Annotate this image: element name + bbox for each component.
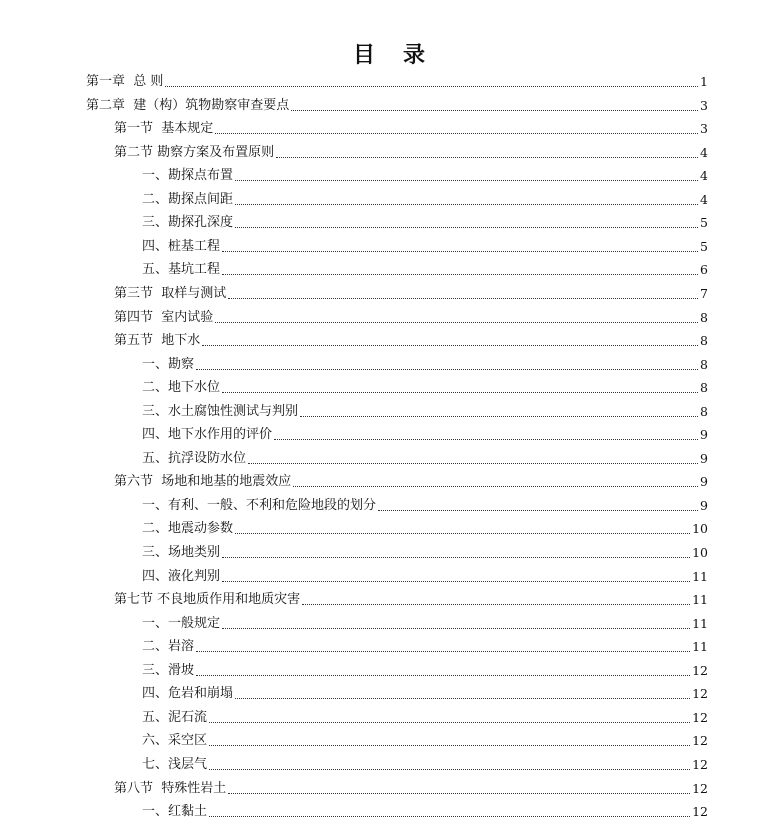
toc-entry-label: 第三节 取样与测试 [114, 285, 227, 301]
toc-entry[interactable] [142, 258, 708, 278]
toc-entry[interactable] [142, 729, 708, 749]
toc-entry-page-number: 3 [700, 121, 708, 137]
toc-entry-label: 一、有利、一般、不利和危险地段的划分 [142, 497, 377, 513]
toc-entry-page-number: 6 [700, 262, 708, 278]
toc-entry[interactable] [114, 777, 708, 797]
toc-entry[interactable] [142, 447, 708, 467]
toc-entry-page-number: 12 [692, 662, 708, 678]
toc-dot-leader [165, 86, 698, 87]
toc-entry-label: 三、水土腐蚀性测试与判别 [142, 403, 299, 419]
toc-entry[interactable] [114, 588, 708, 608]
toc-entry[interactable] [114, 306, 708, 326]
toc-entry[interactable] [142, 423, 708, 443]
toc-dot-leader [209, 769, 690, 770]
toc-entry-label: 三、滑坡 [142, 662, 195, 678]
toc-dot-leader [222, 392, 698, 393]
toc-entry-page-number: 8 [700, 309, 708, 325]
toc-entry[interactable] [142, 612, 708, 632]
toc-entry-label: 第六节 场地和地基的地震效应 [114, 474, 292, 490]
toc-entry[interactable] [142, 494, 708, 514]
toc-entry[interactable] [142, 353, 708, 373]
toc-entry-label: 三、勘探孔深度 [142, 215, 234, 231]
toc-entry-page-number: 8 [700, 356, 708, 372]
toc-entry-label: 四、危岩和崩塌 [142, 686, 234, 702]
toc-entry-page-number: 5 [700, 238, 708, 254]
toc-entry-label: 二、地下水位 [142, 380, 221, 396]
toc-entry-label: 四、液化判别 [142, 568, 221, 584]
toc-dot-leader [215, 322, 698, 323]
toc-entry-label: 二、地震动参数 [142, 521, 234, 537]
toc-dot-leader [293, 486, 698, 487]
toc-dot-leader [302, 604, 690, 605]
toc-entry[interactable] [142, 706, 708, 726]
toc-entry[interactable] [86, 94, 708, 114]
toc-entry-page-number: 4 [700, 191, 708, 207]
toc-entry[interactable] [142, 400, 708, 420]
toc-dot-leader [202, 345, 698, 346]
toc-entry-label: 第一节 基本规定 [114, 121, 214, 137]
toc-entry[interactable] [142, 188, 708, 208]
toc-dot-leader [235, 180, 698, 181]
toc-entry-label: 四、地下水作用的评价 [142, 427, 273, 443]
toc-entry-page-number: 8 [700, 380, 708, 396]
toc-dot-leader [222, 628, 690, 629]
toc-dot-leader [209, 816, 690, 817]
toc-entry[interactable] [114, 470, 708, 490]
toc-entry[interactable] [142, 682, 708, 702]
toc-entry[interactable] [142, 376, 708, 396]
toc-entry-label: 五、基坑工程 [142, 262, 221, 278]
toc-dot-leader [209, 722, 690, 723]
toc-entry-label: 一、红黏土 [142, 804, 208, 820]
toc-entry-page-number: 10 [692, 545, 708, 560]
toc-entry-page-number: 9 [700, 427, 708, 443]
toc-dot-leader [228, 298, 698, 299]
toc-entry-label: 第二节 勘察方案及布置原则 [114, 144, 275, 160]
toc-entry[interactable] [142, 211, 708, 231]
toc-entry-page-number: 12 [692, 804, 708, 820]
toc-entry[interactable] [114, 282, 708, 302]
toc-entry[interactable] [142, 635, 708, 655]
toc-dot-leader [235, 533, 690, 534]
toc-dot-leader [196, 651, 690, 652]
toc-entry-label: 七、浅层气 [142, 756, 208, 772]
toc-entry[interactable] [86, 70, 708, 90]
toc-entry-page-number: 10 [692, 521, 708, 537]
toc-dot-leader [274, 439, 698, 440]
toc-entry-page-number: 11 [692, 568, 708, 584]
toc-entry-page-number: 8 [700, 333, 708, 349]
toc-entry-page-number: 12 [692, 780, 708, 796]
toc-dot-leader [235, 227, 698, 228]
toc-dot-leader [235, 698, 690, 699]
toc-entry-label: 二、岩溶 [142, 639, 195, 655]
toc-entry[interactable] [114, 117, 708, 137]
toc-entry-label: 五、抗浮设防水位 [142, 450, 247, 466]
toc-entry-page-number: 11 [692, 615, 708, 631]
toc-dot-leader [378, 510, 698, 511]
toc-entry-page-number: 7 [700, 285, 708, 301]
toc-dot-leader [228, 793, 690, 794]
toc-entry-page-number: 11 [692, 592, 708, 608]
toc-entry-label: 二、勘探点间距 [142, 191, 234, 207]
toc-entry[interactable] [114, 141, 708, 161]
toc-entry-label: 第二章 建（构）筑物勘察审查要点 [86, 97, 290, 113]
toc-dot-leader [276, 157, 698, 158]
toc-entry-label: 一、勘察 [142, 356, 195, 372]
toc-entry-label: 第八节 特殊性岩土 [114, 780, 227, 796]
toc-entry-page-number: 4 [700, 168, 708, 184]
toc-entry-page-number: 11 [692, 639, 708, 655]
toc-dot-leader [222, 557, 690, 558]
toc-entry-page-number: 12 [692, 733, 708, 749]
toc-entry[interactable] [142, 235, 708, 255]
toc-dot-leader [196, 675, 690, 676]
toc-entry-label: 三、场地类别 [142, 545, 221, 560]
page-title-char-1: 目 [352, 43, 375, 68]
toc-entry-page-number: 12 [692, 686, 708, 702]
toc-entry[interactable] [142, 565, 708, 585]
toc-entry-page-number: 4 [700, 144, 708, 160]
toc-entry-page-number: 9 [700, 497, 708, 513]
toc-entry-page-number: 9 [700, 450, 708, 466]
page-title [0, 38, 778, 69]
toc-entry-label: 一、勘探点布置 [142, 168, 234, 184]
toc-entry-label: 第七节 不良地质作用和地质灾害 [114, 592, 301, 608]
toc-dot-leader [196, 369, 698, 370]
toc-entry-label: 六、采空区 [142, 733, 208, 749]
page-title-char-2: 录 [403, 43, 426, 68]
toc-entry-page-number: 9 [700, 474, 708, 490]
toc-entry-label: 第四节 室内试验 [114, 309, 214, 325]
toc-dot-leader [248, 463, 698, 464]
toc-dot-leader [291, 110, 698, 111]
toc-entry[interactable] [142, 541, 708, 561]
toc-entry[interactable] [142, 517, 708, 537]
toc-entry-page-number: 12 [692, 756, 708, 772]
toc-entry-label: 第五节 地下水 [114, 333, 201, 349]
toc-entry-page-number: 12 [692, 709, 708, 725]
toc-entry[interactable] [142, 800, 708, 820]
toc-dot-leader [215, 133, 698, 134]
toc-entry-label: 五、泥石流 [142, 709, 208, 725]
toc-dot-leader [300, 416, 698, 417]
toc-dot-leader [235, 204, 698, 205]
toc-entry-page-number: 5 [700, 215, 708, 231]
toc-entry-label: 一、一般规定 [142, 615, 221, 631]
toc-entry-page-number: 3 [700, 97, 708, 113]
toc-entry[interactable] [142, 753, 708, 773]
toc-entry-page-number: 8 [700, 403, 708, 419]
toc-dot-leader [222, 581, 690, 582]
toc-dot-leader [222, 274, 698, 275]
toc-entry[interactable] [114, 329, 708, 349]
toc-entry-label: 第一章 总 则 [86, 74, 164, 89]
toc-dot-leader [222, 251, 698, 252]
toc-entry[interactable] [142, 164, 708, 184]
toc-entry-label: 四、桩基工程 [142, 238, 221, 254]
toc-entry[interactable] [142, 659, 708, 679]
toc-dot-leader [209, 745, 690, 746]
toc-entry-page-number: 1 [700, 74, 708, 89]
